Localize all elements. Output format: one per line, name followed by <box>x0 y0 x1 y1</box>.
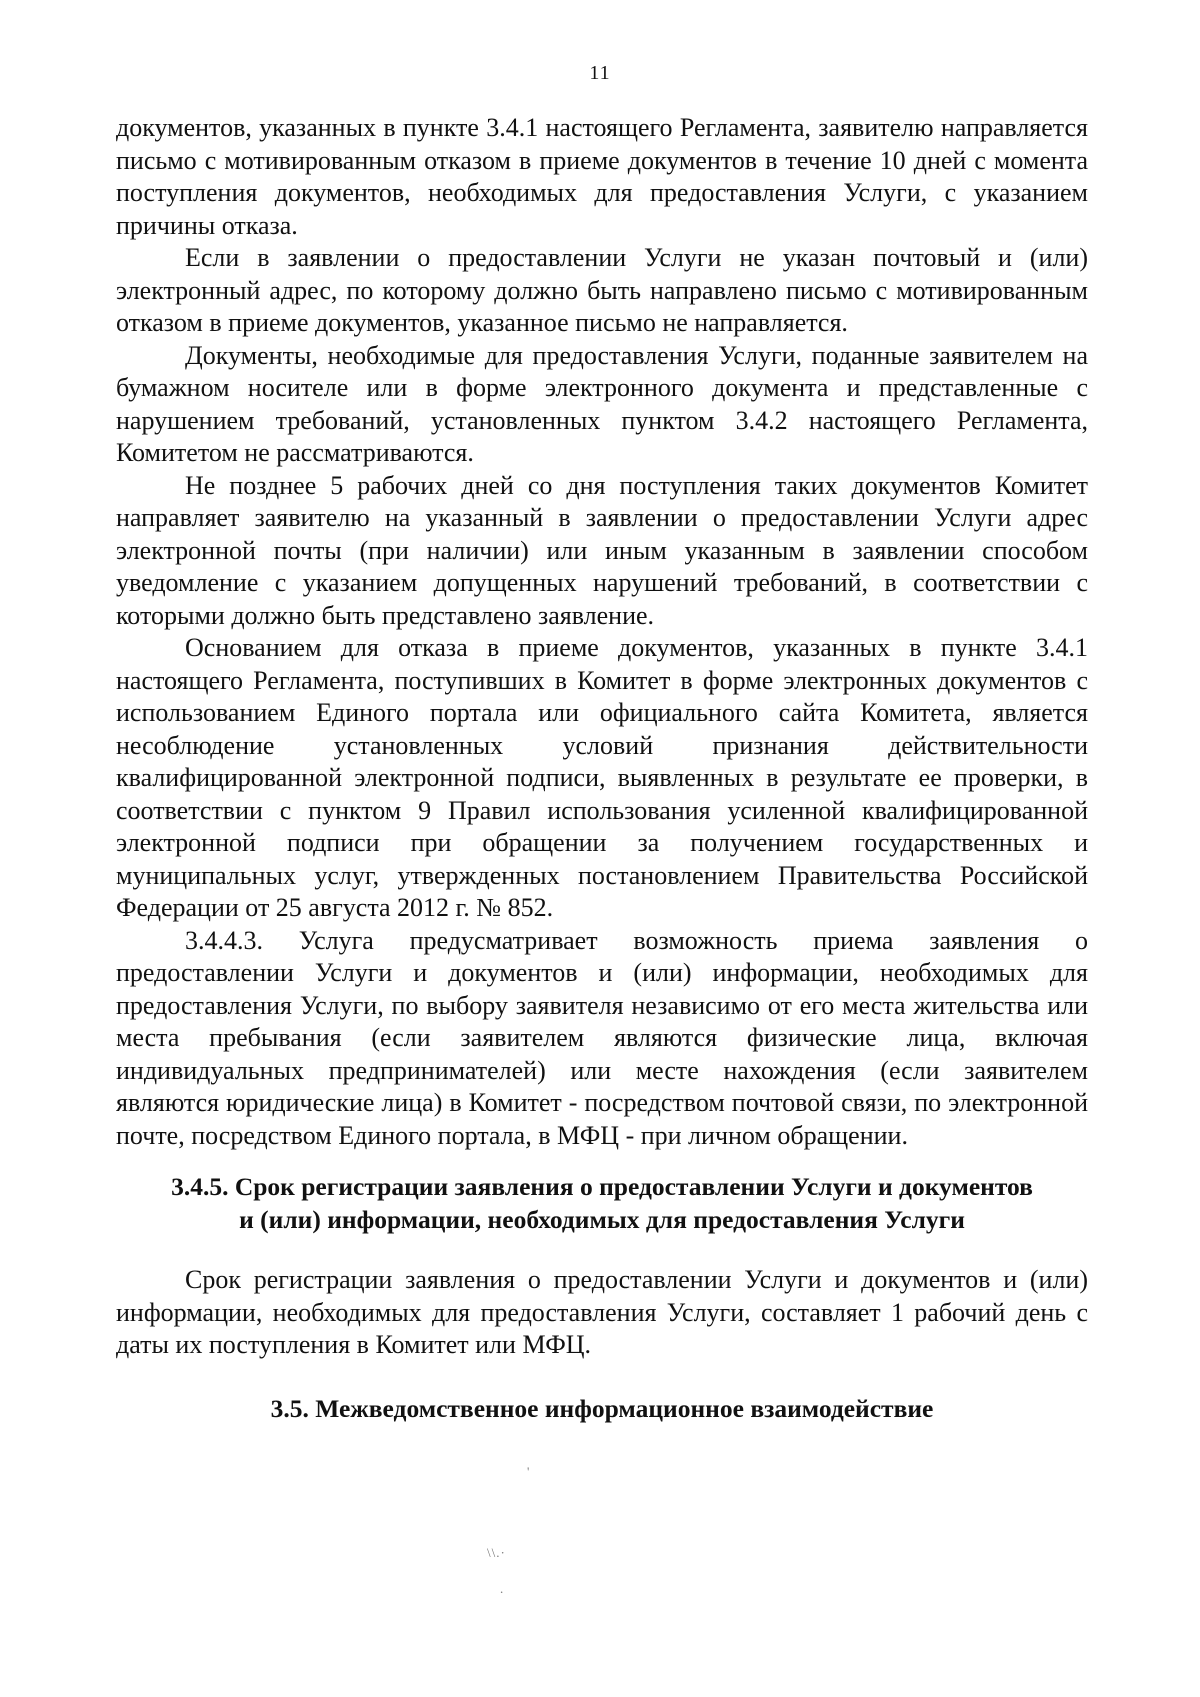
paragraph-no-address: Если в заявлении о предоставлении Услуги не указан почтовый и (или) электронный адрес, по которому должно быть направлено письмо с мотивированным отказом в приеме документов, указанное письмо не направляется. <box>116 243 1088 337</box>
paragraph-continuation: документов, указанных в пункте 3.4.1 настоящего Регламента, заявителю направляется письмо с мотивированным отказом в приеме документов в течение 10 дней с момента поступления документов, необходимых для предоставления Услуги, с указанием причины отказа. <box>116 113 1088 240</box>
scan-speck: ' <box>527 1464 531 1479</box>
paragraph-documents-not-considered: Документы, необходимые для предоставления Услуги, поданные заявителем на бумажном носителе или в форме электронного документа и представленные с нарушением требований, установленных пунктом 3.4.2 настоящего Регламента, Комитетом не рассматриваются. <box>116 340 1088 467</box>
paragraph-3-4-4-3: 3.4.4.3. Услуга предусматривает возможность приема заявления о предоставлении Услуги и документов и (или) информации, необходимых для предоставления Услуги, по выбору заявителя независимо от его места жительства или места пребывания (если заявителем являются физические лица, включая индивидуальных предпринимателей) или месте нахождения (если заявителем являются юридические лица) в Комитет - посредством почтовой связи, по электронной почте, посредством Единого портала, в МФЦ - при личном обращении. <box>116 925 1088 1150</box>
section-heading-3-4-5-line2: и (или) информации, необходимых для предоставления Услуги <box>239 1205 965 1234</box>
paragraph-registration-term: Срок регистрации заявления о предоставлении Услуги и документов и (или) информации, необходимых для предоставления Услуги, составляет 1 рабочий день с даты их поступления в Комитет или МФЦ. <box>116 1265 1088 1359</box>
paragraph-refusal-grounds: Основанием для отказа в приеме документов, указанных в пункте 3.4.1 настоящего Регламента, поступивших в Комитет в форме электронных документов с использованием Единого портала или официального сайта Комитета, является несоблюдение установленных условий признания действительности квалифицированной электронной подписи, выявленных в результате ее проверки, в соответствии с пунктом 9 Правил использования усиленной квалифицированной электронной подписи при обращении за получением государственных и муниципальных услуг, утвержденных постановлением Правительства Российской Федерации от 25 августа 2012 г. № 852. <box>116 633 1088 922</box>
scan-speck: . <box>500 1581 505 1596</box>
page-number: 11 <box>589 62 611 84</box>
scan-speck: \\.· <box>487 1545 506 1560</box>
section-heading-3-4-5-line1: 3.4.5. Срок регистрации заявления о предоставлении Услуги и документов <box>171 1172 1033 1201</box>
paragraph-notification-deadline: Не позднее 5 рабочих дней со дня поступления таких документов Комитет направляет заявителю на указанный в заявлении о предоставлении Услуги адрес электронной почты (при наличии) или иным указанным в заявлении способом уведомление с указанием допущенных нарушений требований, в соответствии с которыми должно быть представлено заявление. <box>116 470 1088 630</box>
document-body <box>116 112 1088 1425</box>
section-heading-3-4-5 <box>116 1170 1088 1236</box>
section-heading-3-5: 3.5. Межведомственное информационное взаимодействие <box>270 1393 934 1423</box>
